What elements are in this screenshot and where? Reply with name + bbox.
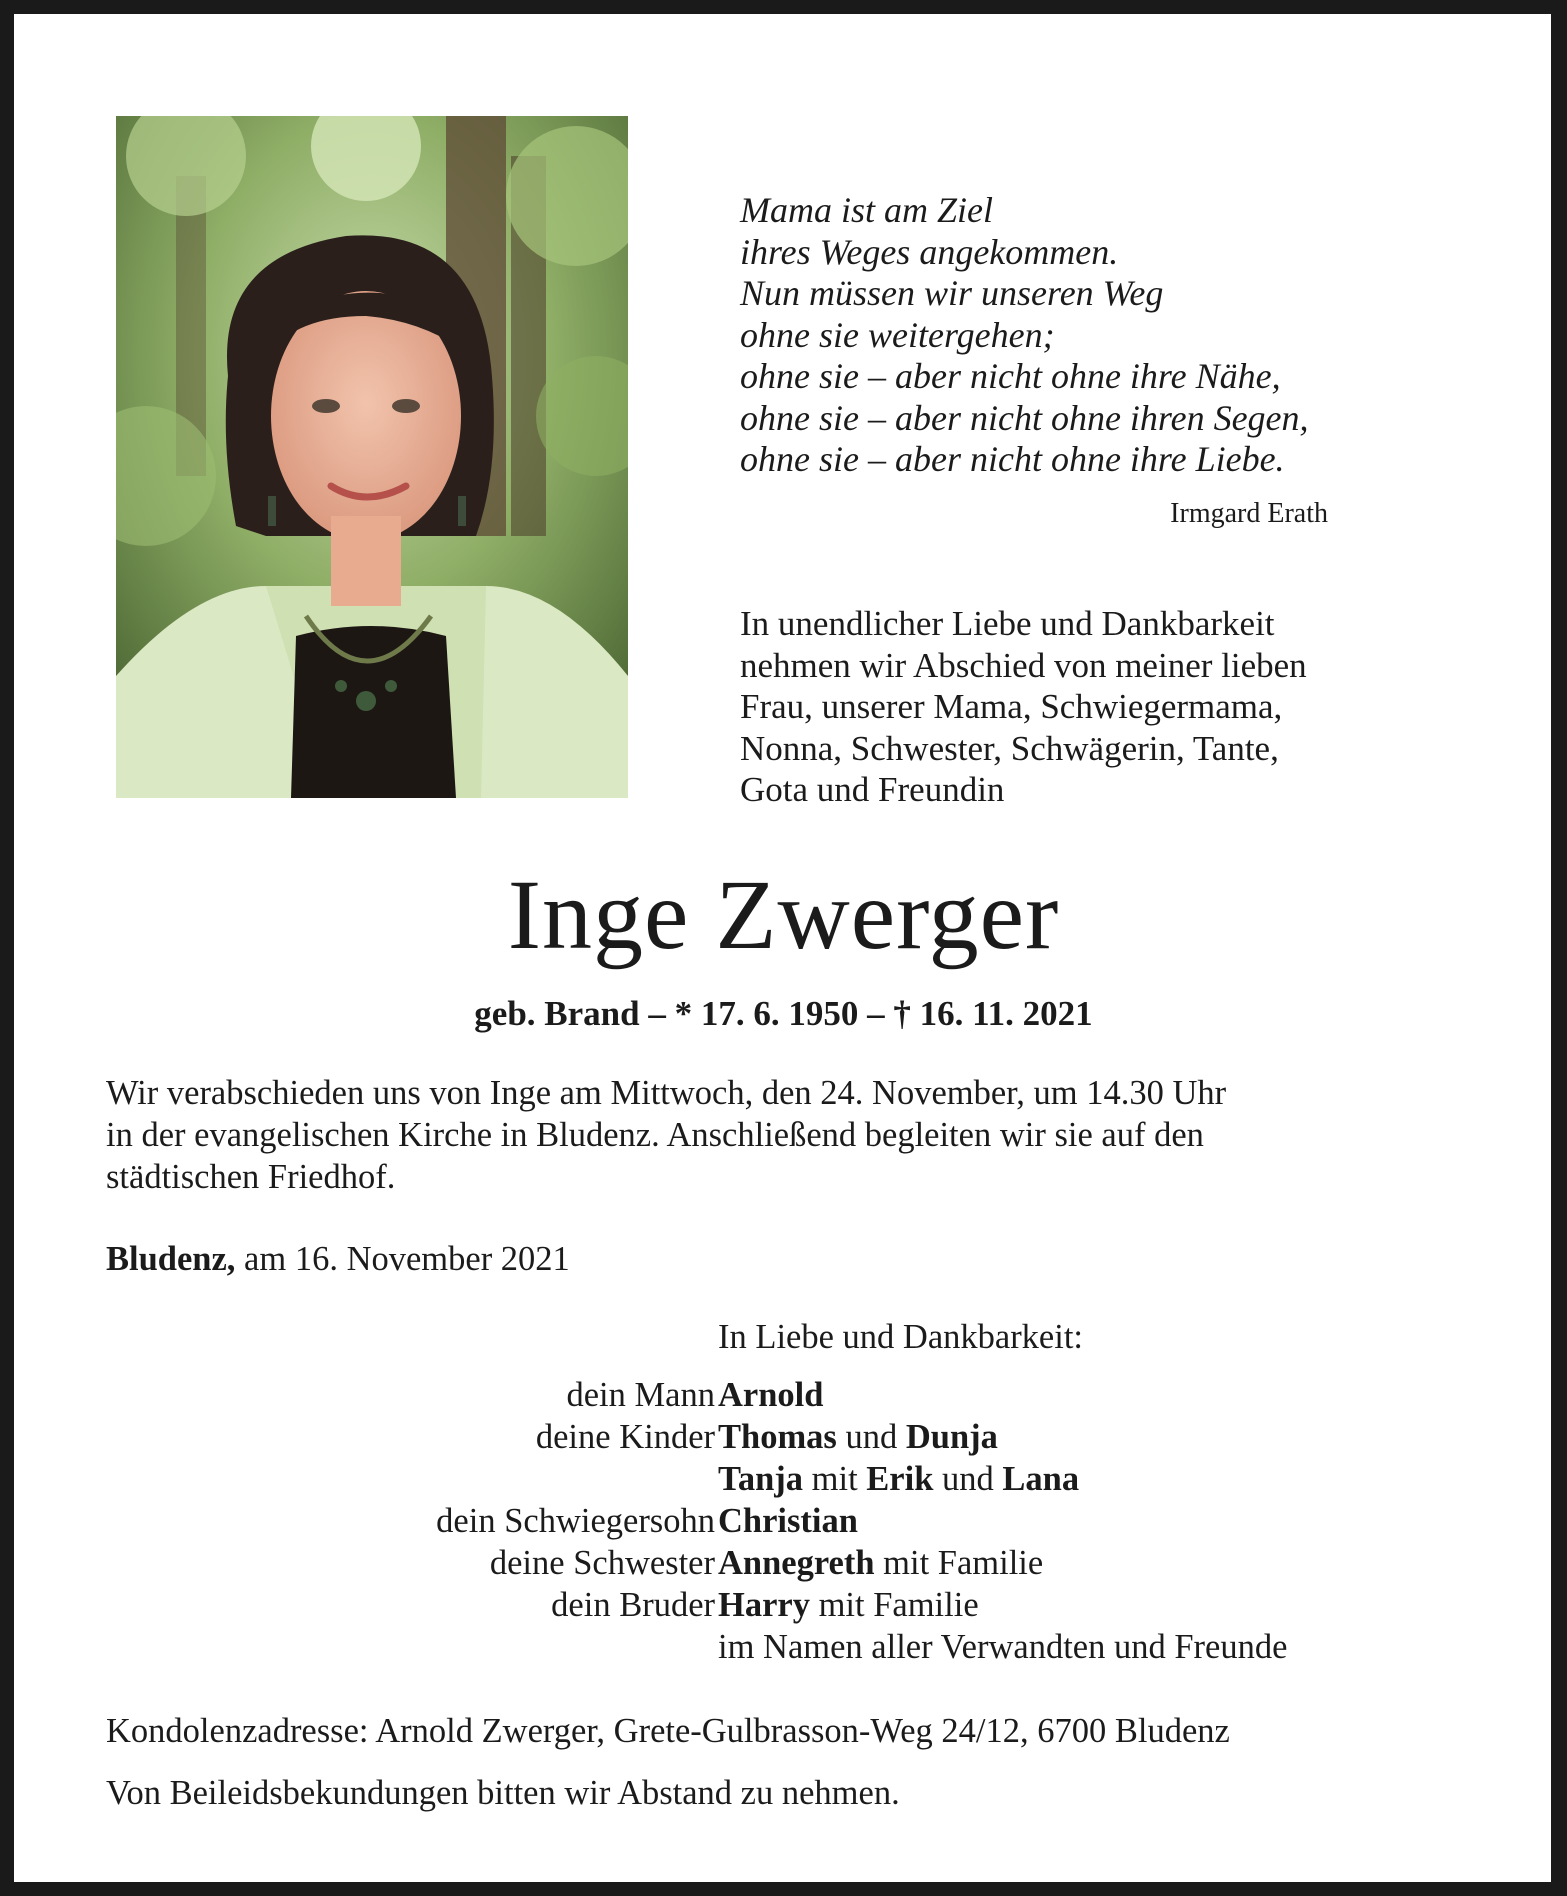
poem-line: ohne sie – aber nicht ohne ihre Nähe, — [740, 356, 1281, 396]
mourner-relation: deine Schwester — [489, 1544, 715, 1582]
closing-note: Von Beileidsbekundungen bitten wir Abstand zu nehmen. — [106, 1774, 900, 1812]
condolence-address: Kondolenzadresse: Arnold Zwerger, Grete-Gulbrasson-Weg 24/12, 6700 Bludenz — [106, 1712, 1230, 1750]
mourner-row — [200, 1500, 1460, 1542]
service-line: städtischen Friedhof. — [106, 1158, 396, 1196]
date: am 16. November 2021 — [244, 1240, 570, 1278]
mourner-row — [200, 1542, 1460, 1584]
intro-line: nehmen wir Abschied von meiner lieben — [740, 645, 1307, 685]
service-line: in der evangelischen Kirche in Bludenz. Anschließend begleiten wir sie auf den — [106, 1116, 1204, 1154]
mourner-connector: mit Familie — [809, 1586, 979, 1624]
mourner-row — [200, 1416, 1460, 1458]
place: Bludenz, — [106, 1240, 236, 1278]
intro-line: In unendlicher Liebe und Dankbarkeit — [740, 604, 1275, 643]
mourner-name: Annegreth — [718, 1544, 875, 1582]
mourner-row — [200, 1626, 1460, 1668]
intro-line: Frau, unserer Mama, Schwiegermama, — [740, 687, 1283, 726]
portrait-photo — [116, 116, 628, 798]
mourner-relation: dein Bruder — [551, 1586, 715, 1624]
farewell-intro — [740, 603, 1420, 811]
intro-line: Gota und Freundin — [740, 770, 1005, 809]
mourner-connector: und — [836, 1418, 906, 1456]
mourner-name: Harry — [718, 1586, 810, 1624]
mourner-row — [200, 1374, 1460, 1416]
mourner-name: Tanja — [718, 1460, 804, 1498]
poem-line: ohne sie weitergehen; — [740, 314, 1055, 355]
deceased-name: Inge Zwerger — [507, 859, 1060, 970]
mourner-names — [718, 1458, 1079, 1500]
mourner-relation: dein Mann — [566, 1376, 715, 1414]
service-line: Wir verabschieden uns von Inge am Mittwoch, den 24. November, um 14.30 Uhr — [106, 1074, 1227, 1112]
service-info — [106, 1072, 1486, 1198]
poem-line: ihres Weges angekommen. — [740, 231, 1119, 272]
mourner-relation: deine Kinder — [535, 1418, 715, 1456]
mourner-name: Christian — [718, 1502, 858, 1540]
mourner-names — [718, 1584, 979, 1626]
poem-line: Mama ist am Ziel — [740, 190, 994, 230]
poem-line: ohne sie – aber nicht ohne ihre Liebe. — [740, 439, 1285, 479]
poem-line: Nun müssen wir unseren Weg — [740, 273, 1164, 313]
mourners-list — [200, 1374, 1460, 1668]
mourners-heading: In Liebe und Dankbarkeit: — [718, 1318, 1083, 1356]
mourner-connector: mit Familie — [874, 1544, 1044, 1582]
mourner-names — [718, 1542, 1043, 1584]
mourner-names — [718, 1374, 823, 1416]
place-date — [106, 1240, 906, 1279]
mourner-row — [200, 1458, 1460, 1500]
mourner-names — [718, 1626, 1287, 1668]
poem-line: ohne sie – aber nicht ohne ihren Segen, — [740, 397, 1309, 438]
mourner-connector: mit — [803, 1460, 867, 1498]
poem — [740, 190, 1360, 481]
mourner-connector: im Namen aller Verwandten und Freunde — [718, 1628, 1288, 1666]
mourner-row — [200, 1584, 1460, 1626]
poem-author: Irmgard Erath — [1170, 498, 1328, 529]
mourner-name: Erik — [866, 1460, 934, 1498]
mourner-names — [718, 1500, 858, 1542]
life-dates: geb. Brand – * 17. 6. 1950 – † 16. 11. 2021 — [474, 994, 1093, 1033]
mourner-name: Dunja — [905, 1418, 998, 1456]
mourner-name: Thomas — [718, 1418, 837, 1456]
mourner-name: Lana — [1002, 1460, 1080, 1498]
mourner-relation: dein Schwiegersohn — [436, 1502, 715, 1540]
intro-line: Nonna, Schwester, Schwägerin, Tante, — [740, 728, 1279, 768]
mourner-names — [718, 1416, 998, 1458]
mourner-name: Arnold — [718, 1376, 824, 1414]
mourner-connector: und — [933, 1460, 1003, 1498]
